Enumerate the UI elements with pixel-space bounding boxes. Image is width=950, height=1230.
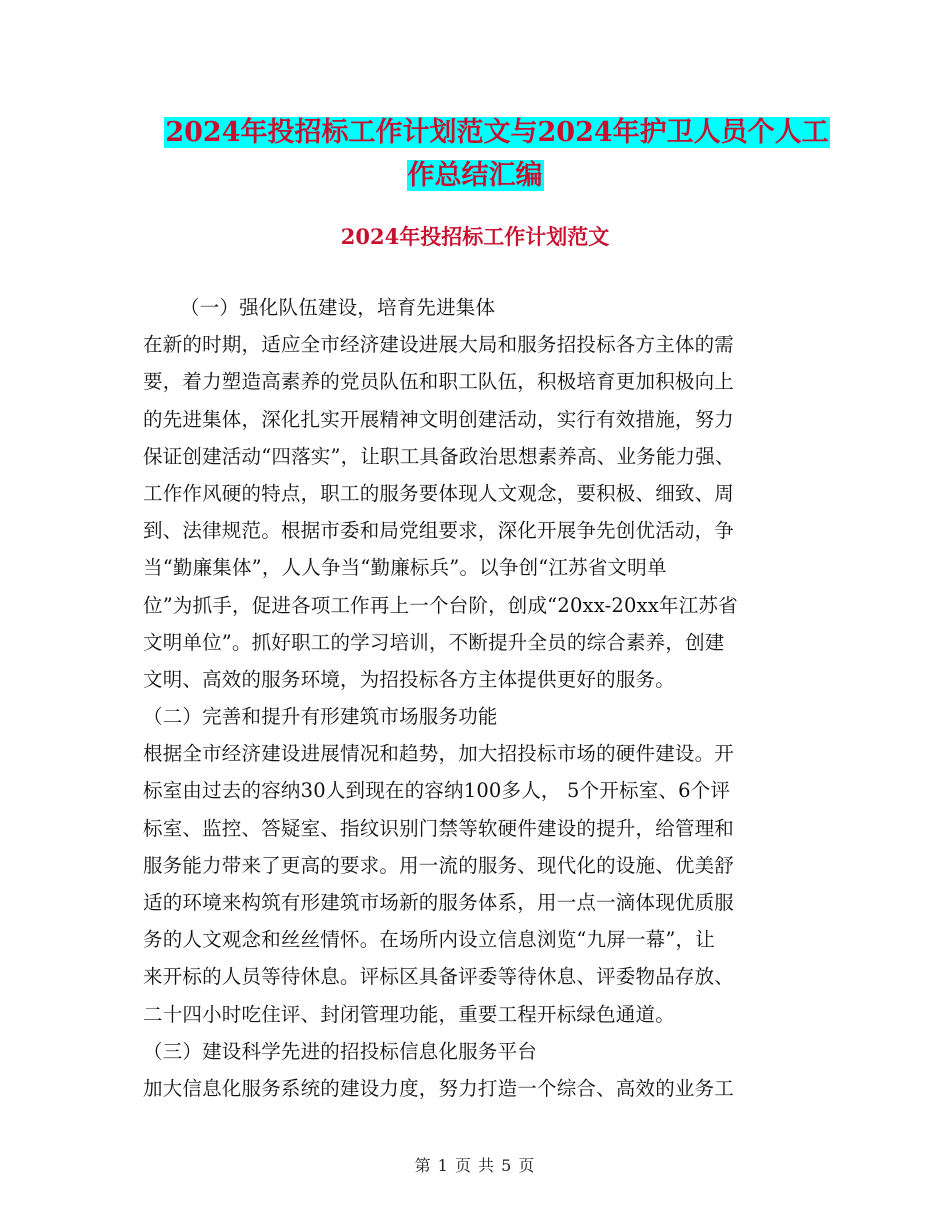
body-line: 文明、高效的服务环境，为招投标各方主体提供更好的服务。 xyxy=(143,667,675,691)
document-title-line-1 xyxy=(0,110,950,156)
document-title-line-2 xyxy=(0,153,950,199)
body-line: 适的环境来构筑有形建筑市场新的服务体系，用一点一滴体现优质服 xyxy=(143,891,735,914)
body-line: 根据全市经济建设进展情况和趋势，加大招投标市场的硬件建设。开 xyxy=(143,742,735,766)
body-line: 工作作风硬的特点，职工的服务要体现人文观念，要积极、细致、周 xyxy=(143,481,735,505)
page-footer: 第 1 页 共 5 页 xyxy=(414,1156,536,1175)
body-line: 当“勤廉集体”，人人争当“勤廉标兵”。以争创“江苏省文明单 xyxy=(143,556,667,580)
body-line: 的先进集体，深化扎实开展精神文明创建活动，实行有效措施，努力 xyxy=(143,407,735,431)
body-line: 到、法律规范。根据市委和局党组要求，深化开展争先创优活动，争 xyxy=(143,519,735,543)
body-line: 在新的时期，适应全市经济建设进展大局和服务招投标各方主体的需 xyxy=(143,333,735,357)
body-line: 服务能力带来了更高的要求。用一流的服务、现代化的设施、优美舒 xyxy=(143,853,735,877)
body-line: 二十四小时吃住评、封闭管理功能，重要工程开标绿色通道。 xyxy=(143,1002,675,1026)
body-heading-1: （一）强化队伍建设，培育先进集体 xyxy=(180,296,496,319)
document-title-line-2-text: 作总结汇编 xyxy=(407,160,543,191)
body-heading-3: （三）建设科学先进的招投标信息化服务平台 xyxy=(143,1039,538,1063)
document-title-line-1-text: 2024年投招标工作计划范文与2024年护卫人员个人工 xyxy=(165,117,829,148)
body-line: 标室由过去的容纳30人到现在的容纳100多人， 5个开标室、6个评 xyxy=(143,779,731,803)
body-line: 加大信息化服务系统的建设力度，努力打造一个综合、高效的业务工 xyxy=(143,1076,735,1100)
body-line: 标室、监控、答疑室、指纹识别门禁等软硬件建设的提升，给管理和 xyxy=(143,816,735,840)
body-line: 要，着力塑造高素养的党员队伍和职工队伍，积极培育更加积极向上 xyxy=(143,370,735,394)
body-line: 位”为抓手，促进各项工作再上一个台阶，创成“20xx-20xx年江苏省 xyxy=(143,593,738,617)
body-line: 保证创建活动“四落实”，让职工具备政治思想素养高、业务能力强、 xyxy=(143,444,735,468)
body-heading-2: （二）完善和提升有形建筑市场服务功能 xyxy=(143,705,498,729)
body-line: 务的人文观念和丝丝情怀。在场所内设立信息浏览“九屏一幕”，让 xyxy=(143,928,715,952)
body-line: 来开标的人员等待休息。评标区具备评委等待休息、评委物品存放、 xyxy=(143,965,735,989)
section-title: 2024年投招标工作计划范文 xyxy=(340,224,610,249)
body-line: 文明单位”。抓好职工的学习培训，不断提升全员的综合素养，创建 xyxy=(143,630,725,654)
document-body xyxy=(143,289,808,1107)
